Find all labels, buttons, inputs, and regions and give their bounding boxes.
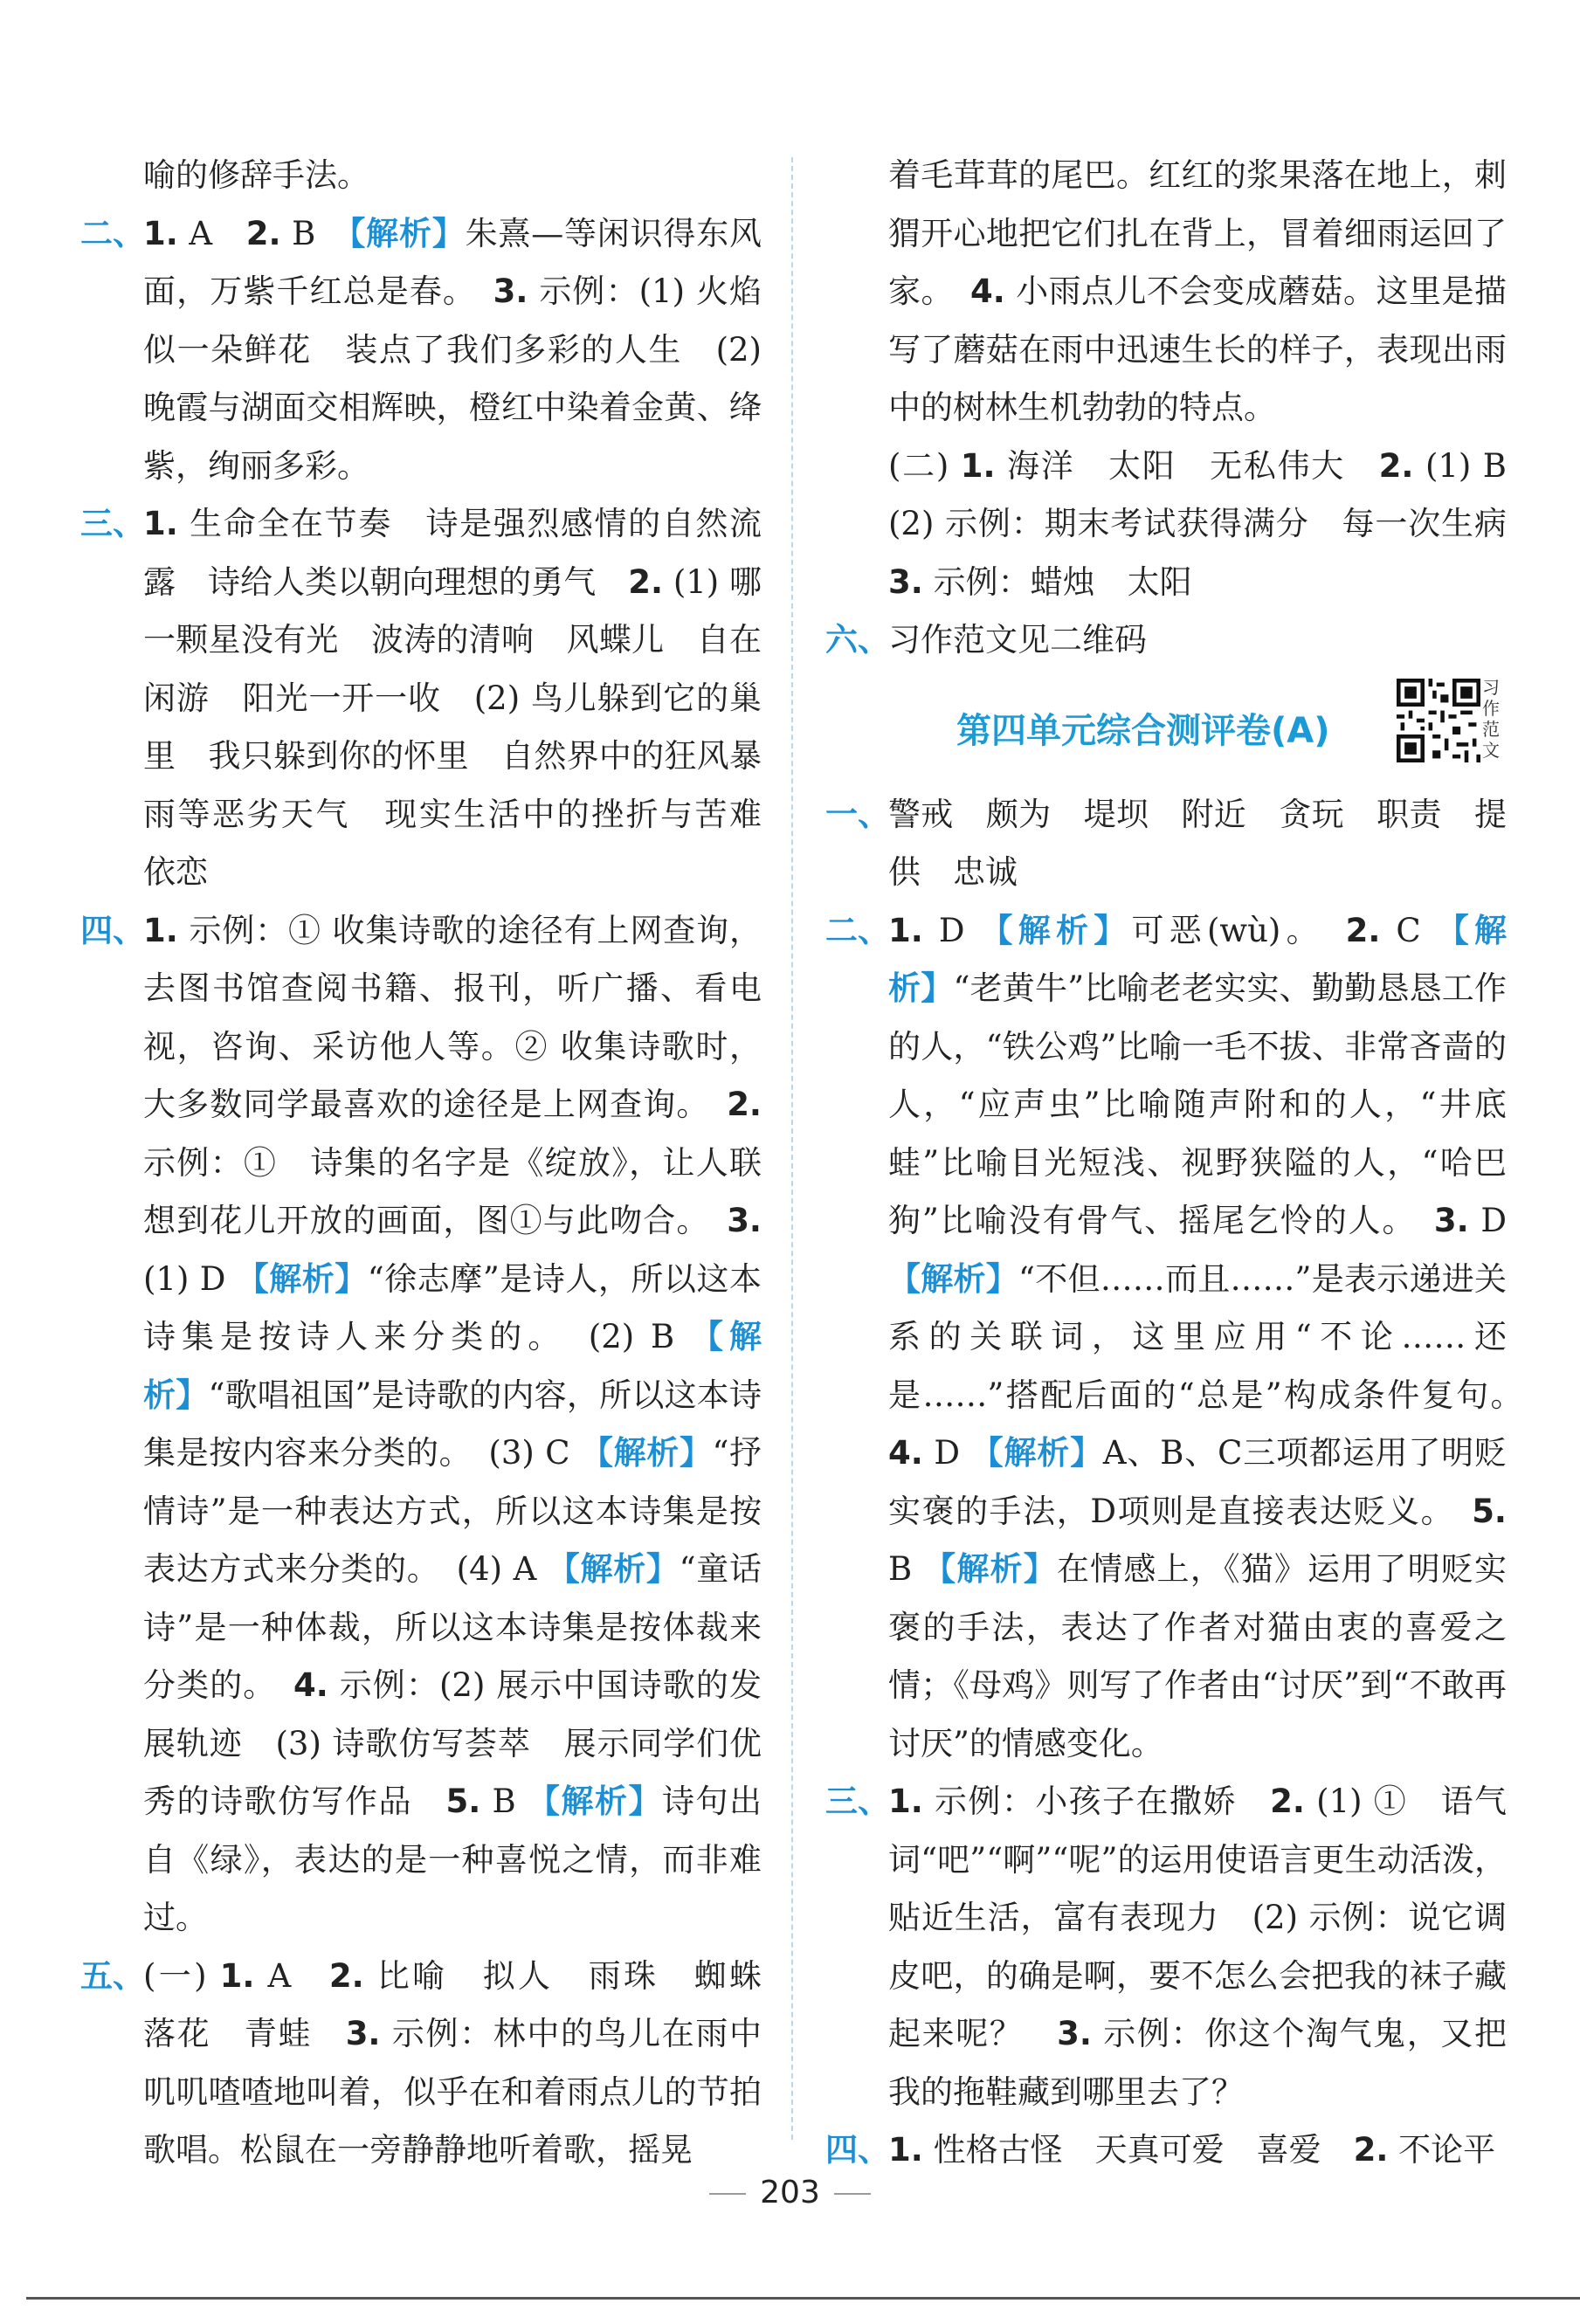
answer-text: “老黄牛”比喻老老实实、勤勤恳恳工作的人，“铁公鸡”比喻一毛不拔、非常吝啬的人，“应声虫”比喻随声附和的人，“井底蛙”比喻目光短浅、视野狭隘的人，“哈巴狗”比喻没有骨气、摇尾乞怜的人。 xyxy=(888,969,1507,1239)
answer-paragraph xyxy=(80,1948,794,2180)
analysis-tag: 【解析】 xyxy=(888,1259,1019,1298)
question-number: 3. xyxy=(1433,1202,1469,1239)
answer-text: “抒情诗”是一种表达方式，所以这本诗集是按表达方式来分类的。 (4) A xyxy=(143,1434,762,1588)
answer-paragraph xyxy=(825,2121,1507,2180)
answer-text: 可恶(wù)。 xyxy=(1131,911,1346,949)
question-number: 1. xyxy=(960,446,996,485)
answer-paragraph xyxy=(825,902,1539,1774)
analysis-tag: 【解析】 xyxy=(143,1318,762,1414)
answer-text: D xyxy=(922,911,981,949)
answer-text: 生命全在节奏 诗是强烈感情的自然流露 诗给人类以朝向理想的勇气 xyxy=(143,505,762,601)
section-number: 三、 xyxy=(80,505,145,542)
answer-text: 诗句出自《绿》，表达的是一种喜悦之情，而非难过。 xyxy=(143,1783,762,1936)
question-number: 1. xyxy=(143,505,178,542)
page-number-footer xyxy=(0,2175,1580,2210)
question-number: 3. xyxy=(345,2015,381,2052)
analysis-tag: 【解析】 xyxy=(547,1550,680,1588)
answer-text: 海洋 太阳 无私伟大 xyxy=(995,446,1379,485)
question-number: 1. xyxy=(888,1783,923,1820)
right-column-bottom xyxy=(825,786,1539,2180)
right-column xyxy=(825,147,1540,2180)
qr-label: 习作范文 xyxy=(1482,676,1500,761)
footer-dash-left xyxy=(709,2193,746,2195)
answer-text: 性格古怪 天真可爱 喜爱 xyxy=(922,2131,1354,2169)
question-number: 2. xyxy=(1270,1783,1305,1820)
answer-text: (二) xyxy=(888,446,961,485)
column-divider xyxy=(791,157,793,2140)
qr-code-icon[interactable] xyxy=(1397,679,1480,762)
answer-text: 示例：(2) 展示中国诗歌的发展轨迹 (3) 诗歌仿写荟萃 展示同学们优秀的诗歌仿写作品 xyxy=(143,1666,762,1820)
answer-paragraph xyxy=(825,1773,1507,2121)
question-number: 2. xyxy=(245,214,281,252)
answer-text: B xyxy=(888,1492,1517,1588)
section-title: 第四单元综合测评卷(A) xyxy=(956,710,1330,751)
answer-paragraph xyxy=(80,205,772,496)
answer-text: 在情感上，《猫》运用了明贬实褒的手法，表达了作者对猫由衷的喜爱之情；《母鸡》则写了作者由“讨厌”到“不敢再讨厌”的情感变化。 xyxy=(888,1550,1508,1762)
answer-text: A xyxy=(177,214,246,252)
answer-text: 着毛茸茸的尾巴。红红的浆果落在地上，刺猬开心地把它们扎在背上，冒着细雨运回了家。 xyxy=(888,156,1507,310)
section-number: 四、 xyxy=(825,2131,890,2169)
question-number: 1. xyxy=(888,911,923,949)
answer-text: D xyxy=(922,1434,971,1472)
question-number: 1. xyxy=(219,1956,255,1995)
question-number: 4. xyxy=(888,1434,923,1472)
question-number: 4. xyxy=(293,1666,328,1704)
answer-text: 示例：蜡烛 太阳 xyxy=(922,562,1192,601)
question-number: 2. xyxy=(1353,2131,1389,2169)
question-number: 3. xyxy=(888,562,923,601)
answer-paragraph xyxy=(825,438,1540,612)
answer-text: (1) ① 语气词“吧”“啊”“呢”的运用使语言更生动活泼，贴近生活，富有表现力 (2) 示例：说它调皮吧，的确是啊，要不怎么会把我的袜子藏起来呢？ xyxy=(888,1783,1508,2052)
section-number: 三、 xyxy=(825,1783,890,1820)
answer-text: A xyxy=(254,1956,329,1995)
answer-paragraph xyxy=(80,495,794,902)
answer-text: 小雨点儿不会变成蘑菇。这里是描写了蘑菇在雨中迅速生长的样子，表现出雨中的树林生机勃勃的特点。 xyxy=(888,272,1508,426)
answer-text: 不论平 xyxy=(1388,2131,1496,2169)
answer-text: (1) B (2) 示例：期末考试获得满分 每一次生病 xyxy=(888,446,1540,542)
answer-text: (1) 哪一颗星没有光 波涛的清响 风蝶儿 自在闲游 阳光一开一收 (2) 鸟儿躲到它的巢里 我只躲到你的怀里 自然界中的狂风暴雨等恶劣天气 现实生活中的挫折与苦难 依恋 xyxy=(143,562,794,891)
answer-text: “不但……而且……”是表示递进关系的关联词，这里应用“不论……还是……”搭配后面的“总是”构成条件复句。 xyxy=(888,1259,1539,1414)
question-number: 2. xyxy=(628,562,664,601)
right-column-top xyxy=(825,147,1540,670)
answer-text: A、B、C三项都运用了明贬实褒的手法，D项则是直接表达贬义。 xyxy=(888,1434,1507,1530)
question-number: 5. xyxy=(445,1783,481,1820)
question-number: 2. xyxy=(1345,911,1381,949)
answer-text: “歌唱祖国”是诗歌的内容，所以这本诗集是按内容来分类的。 (3) C xyxy=(143,1376,762,1472)
section-number: 二、 xyxy=(825,911,890,949)
section-number: 六、 xyxy=(825,621,890,659)
answer-text: 示例：小孩子在撒娇 xyxy=(922,1783,1271,1820)
answer-paragraph xyxy=(825,786,1507,902)
answer-text: (一) xyxy=(143,1956,220,1995)
question-number: 1. xyxy=(143,911,178,949)
analysis-tag: 【解析】 xyxy=(348,214,466,252)
answer-text: 喻的修辞手法。 xyxy=(143,156,369,194)
answer-text: (1) D xyxy=(143,1202,772,1298)
answer-text: C xyxy=(1380,911,1437,949)
answer-text: 示例：(1) 火焰似一朵鲜花 装点了我们多彩的人生 (2) 晚霞与湖面交相辉映，橙红中染着金黄、绛紫，绚丽多彩。 xyxy=(143,272,772,485)
answer-text: “徐志摩”是诗人，所以这本诗集是按诗人来分类的。 (2) B xyxy=(143,1259,762,1355)
answer-text: “童话诗”是一种体裁，所以这本诗集是按体裁来分类的。 xyxy=(143,1550,762,1704)
question-number: 1. xyxy=(143,214,178,252)
answer-text: 示例：① 收集诗歌的途径有上网查询，去图书馆查阅书籍、报刊，听广播、看电视，咨询、采访他人等。② 收集诗歌时，大多数同学最喜欢的途径是上网查询。 xyxy=(143,911,762,1123)
question-number: 3. xyxy=(493,272,528,310)
answer-text: 朱熹—等闲识得东风面，万紫千红总是春。 xyxy=(143,214,762,310)
section-number: 五、 xyxy=(80,1956,145,1995)
answer-paragraph xyxy=(80,147,762,205)
question-number: 3. xyxy=(727,1202,762,1239)
section-title-block xyxy=(825,670,1507,786)
answer-text: 警戒 颇为 堤坝 附近 贪玩 职责 提供 忠诚 xyxy=(888,795,1507,891)
page-number: 203 xyxy=(760,2175,820,2210)
answer-text: B xyxy=(280,214,349,252)
answer-paragraph xyxy=(825,611,1507,670)
question-number: 1. xyxy=(888,2131,923,2169)
question-number: 2. xyxy=(328,1956,364,1995)
section-number: 二、 xyxy=(80,214,145,252)
answer-text: 示例：① 诗集的名字是《绽放》，让人联想到花儿开放的画面，图①与此吻合。 xyxy=(143,1086,772,1239)
analysis-tag: 【解析】 xyxy=(236,1259,368,1298)
answer-paragraph xyxy=(825,147,1507,438)
left-column xyxy=(80,147,794,2180)
question-number: 2. xyxy=(1378,446,1414,485)
analysis-tag: 【解析】 xyxy=(580,1434,713,1472)
analysis-tag: 【解析】 xyxy=(888,911,1507,1007)
analysis-tag: 【解析】 xyxy=(980,911,1132,949)
answer-paragraph xyxy=(80,902,772,1948)
question-number: 3. xyxy=(1057,2015,1092,2052)
analysis-tag: 【解析】 xyxy=(923,1550,1057,1588)
answer-text: 示例：林中的鸟儿在雨中叽叽喳喳地叫着，似乎在和着雨点儿的节拍歌唱。松鼠在一旁静静地听着歌，摇晃 xyxy=(143,2015,762,2169)
answer-text: B xyxy=(480,1783,528,1820)
question-number: 5. xyxy=(1472,1492,1507,1530)
section-number: 一、 xyxy=(825,795,890,833)
section-number: 四、 xyxy=(80,911,145,949)
answer-text: 示例：你这个淘气鬼，又把我的拖鞋藏到哪里去了？ xyxy=(888,2015,1508,2111)
answer-text: 比喻 拟人 雨珠 蜘蛛 落花 青蛙 xyxy=(143,1956,794,2052)
answer-text: D xyxy=(1468,1202,1517,1239)
analysis-tag: 【解析】 xyxy=(528,1783,663,1820)
question-number: 2. xyxy=(727,1086,762,1123)
question-number: 4. xyxy=(970,272,1005,310)
bottom-rule xyxy=(26,2297,1580,2300)
answer-text: 习作范文见二维码 xyxy=(888,621,1147,659)
footer-dash-right xyxy=(834,2193,871,2195)
analysis-tag: 【解析】 xyxy=(970,1434,1103,1472)
